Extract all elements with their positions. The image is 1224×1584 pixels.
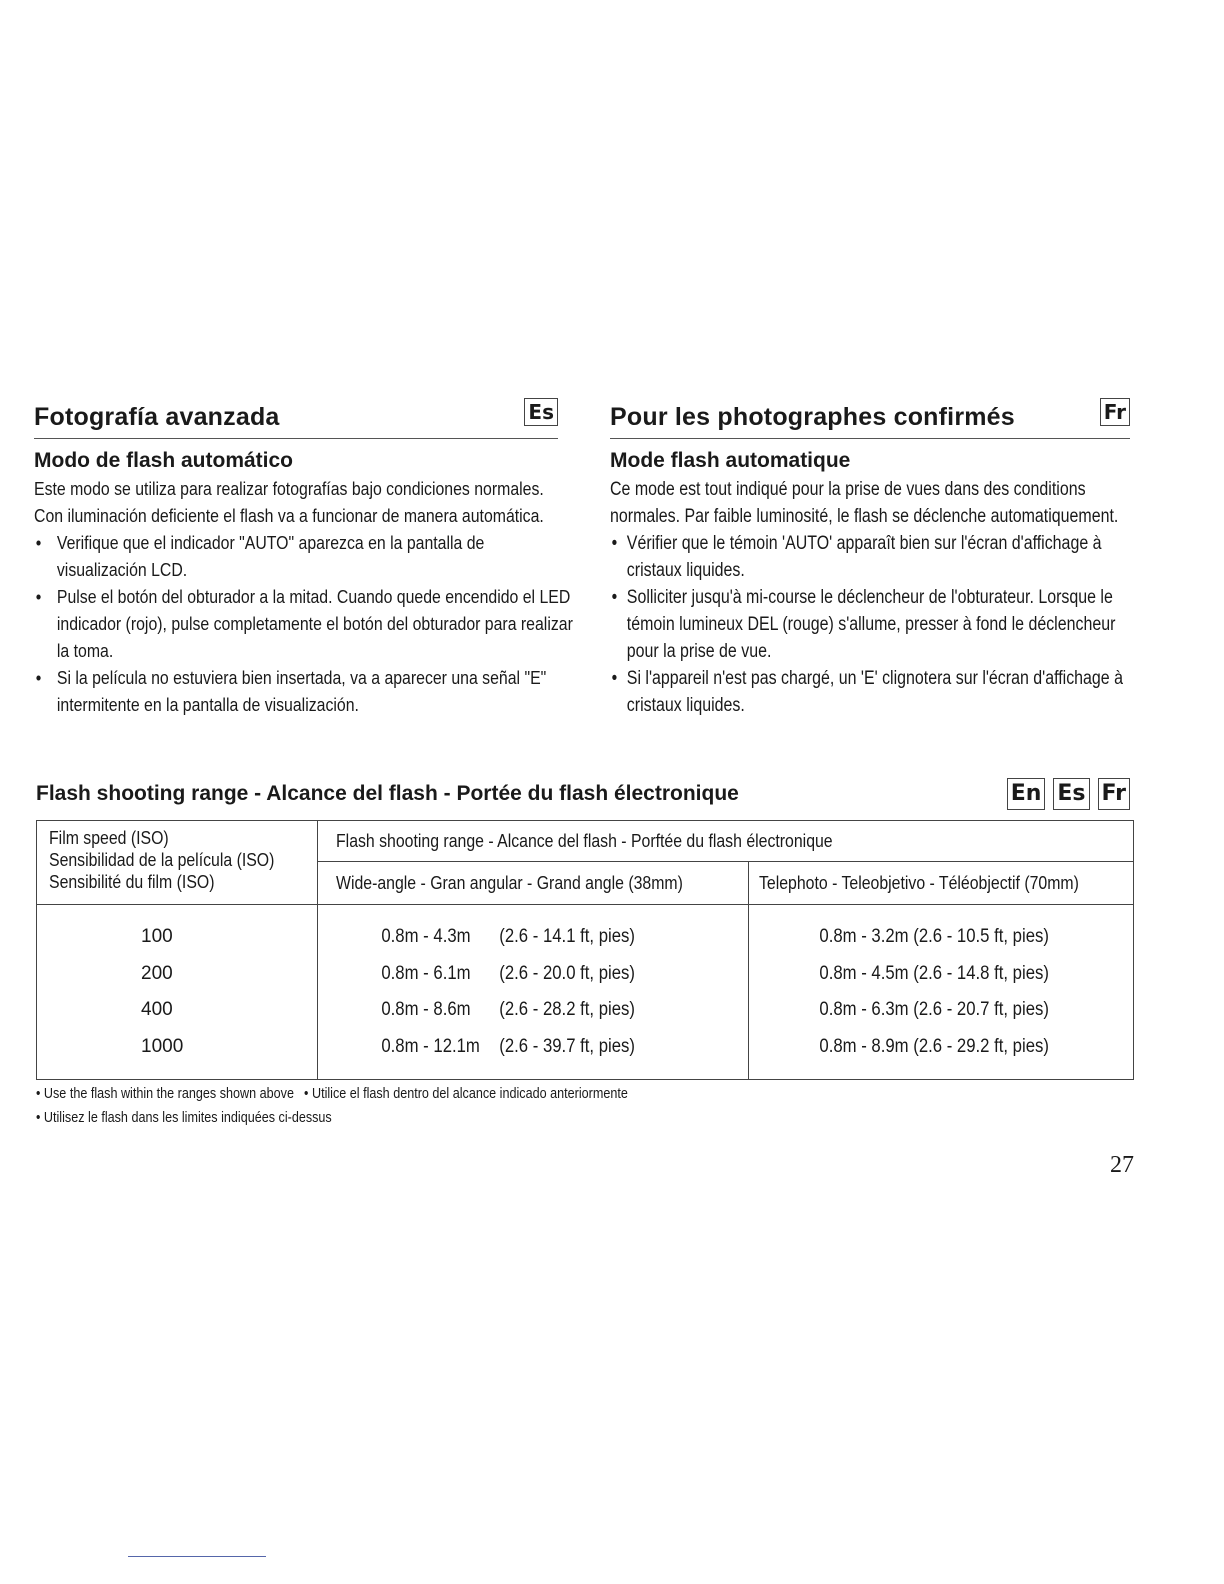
wide-range-meters: 0.8m - 6.1m bbox=[381, 962, 471, 984]
wide-range-meters: 0.8m - 4.3m bbox=[381, 926, 471, 947]
wide-range-feet: (2.6 - 20.0 ft, pies) bbox=[499, 962, 636, 984]
bullet-icon: • bbox=[611, 533, 618, 554]
telephoto-range: 0.8m - 6.3m (2.6 - 20.7 ft, pies) bbox=[819, 999, 1050, 1020]
wide-range-meters: 0.8m - 12.1m bbox=[381, 1035, 481, 1057]
bullet-icon: • bbox=[611, 587, 618, 608]
list-item bbox=[34, 665, 578, 719]
french-intro: Ce mode est tout indiqué pour la prise de vues dans des conditions normales. Par faible luminosité, le flash se déclenche automatiquement. bbox=[610, 479, 1119, 527]
wide-angle-header-text: Wide-angle - Gran angular - Grand angle (38mm) bbox=[336, 872, 684, 893]
wide-angle-range bbox=[318, 956, 697, 993]
telephoto-column bbox=[749, 905, 1134, 1080]
iso-column bbox=[37, 905, 318, 1080]
spanish-intro: Este modo se utiliza para realizar fotografías bajo condiciones normales. Con iluminación deficiente el flash va a funcionar de manera automática. bbox=[34, 479, 544, 526]
bullet-text: Pulse el botón del obturador a la mitad. Cuando quede encendido el LED indicador (rojo), pulse completamente el botón del obturador para realizar la toma. bbox=[56, 587, 573, 661]
telephoto-header bbox=[749, 862, 1134, 905]
note-line-1 bbox=[36, 1082, 628, 1106]
flash-range-header bbox=[36, 778, 1130, 818]
note-en: • Use the flash within the ranges shown above bbox=[36, 1085, 294, 1102]
french-section-header bbox=[610, 390, 1130, 439]
wide-range-feet: (2.6 - 14.1 ft, pies) bbox=[499, 926, 636, 947]
table-header-row bbox=[37, 821, 1134, 862]
flash-range-table bbox=[36, 820, 1134, 1080]
bullet-text: Vérifier que le témoin 'AUTO' apparaît bien sur l'écran d'affichage à cristaux liquides. bbox=[626, 533, 1102, 581]
bullet-icon: • bbox=[35, 533, 42, 553]
iso-value: 1000 bbox=[141, 1035, 184, 1057]
telephoto-header-text: Telephoto - Teleobjetivo - Téléobjectif (70mm) bbox=[759, 872, 1080, 893]
list-item bbox=[610, 584, 1147, 665]
iso-value: 200 bbox=[141, 962, 173, 984]
language-badge-es: Es bbox=[524, 398, 558, 426]
bullet-text: Si l'appareil n'est pas chargé, un 'E' clignotera sur l'écran d'affichage à cristaux liquides. bbox=[626, 668, 1124, 716]
telephoto-range: 0.8m - 4.5m (2.6 - 14.8 ft, pies) bbox=[819, 962, 1050, 984]
spanish-section-title: Fotografía avanzada bbox=[34, 403, 280, 431]
bullet-text: Solliciter jusqu'à mi-course le déclencheur de l'obturateur. Lorsque le témoin lumineux DEL (rouge) s'allume, presser à fond le déclencheur pour la prise de vue. bbox=[626, 587, 1116, 662]
bullet-icon: • bbox=[35, 587, 42, 607]
wide-angle-range bbox=[318, 992, 697, 1029]
list-item bbox=[34, 530, 578, 584]
spanish-bullet-list bbox=[34, 530, 573, 719]
flash-range-title: Flash shooting range - Alcance del flash - Portée du flash électronique bbox=[36, 782, 739, 805]
bullet-icon: • bbox=[611, 668, 618, 689]
spanish-section-header bbox=[34, 390, 558, 439]
iso-value: 100 bbox=[141, 926, 173, 947]
flash-range-header-text: Flash shooting range - Alcance del flash - Porftée du flash électronique bbox=[336, 830, 833, 851]
wide-range-feet: (2.6 - 39.7 ft, pies) bbox=[499, 1035, 636, 1057]
wide-angle-range bbox=[318, 919, 697, 956]
wide-range-feet: (2.6 - 28.2 ft, pies) bbox=[499, 999, 636, 1020]
telephoto-range: 0.8m - 8.9m (2.6 - 29.2 ft, pies) bbox=[819, 1035, 1050, 1057]
bullet-text: Si la película no estuviera bien insertada, va a aparecer una señal "E" intermitente en la pantalla de visualización. bbox=[56, 668, 547, 715]
french-section-title: Pour les photographes confirmés bbox=[610, 403, 1015, 431]
page-number: 27 bbox=[1110, 1152, 1134, 1178]
flash-range-header-cell bbox=[318, 821, 1134, 862]
note-es: • Utilice el flash dentro del alcance indicado anteriormente bbox=[304, 1085, 628, 1102]
wide-angle-column bbox=[318, 905, 749, 1080]
french-subtitle: Mode flash automatique bbox=[610, 449, 851, 472]
spanish-section bbox=[34, 390, 573, 719]
wide-angle-header bbox=[318, 862, 749, 905]
usage-notes bbox=[36, 1082, 628, 1130]
list-item bbox=[610, 665, 1147, 719]
list-item bbox=[34, 584, 578, 665]
bullet-icon: • bbox=[35, 668, 42, 688]
spanish-subtitle: Modo de flash automático bbox=[34, 449, 294, 472]
language-badge-fr: Fr bbox=[1098, 778, 1130, 810]
table-row bbox=[37, 905, 1134, 1080]
wide-range-meters: 0.8m - 8.6m bbox=[381, 999, 471, 1020]
film-speed-header-fr: Sensibilité du film (ISO) bbox=[49, 872, 215, 892]
language-badge-fr: Fr bbox=[1100, 398, 1130, 426]
iso-value: 400 bbox=[141, 999, 173, 1020]
film-speed-header bbox=[37, 821, 318, 905]
wide-angle-range bbox=[318, 1029, 697, 1066]
language-badge-es: Es bbox=[1053, 778, 1089, 810]
telephoto-range: 0.8m - 3.2m (2.6 - 10.5 ft, pies) bbox=[819, 926, 1050, 947]
film-speed-header-es: Sensibilidad de la película (ISO) bbox=[49, 850, 275, 870]
language-badge-en: En bbox=[1007, 778, 1046, 810]
note-fr: • Utilisez le flash dans les limites indiquées ci-dessus bbox=[36, 1109, 332, 1126]
language-badges bbox=[1007, 778, 1130, 810]
french-section bbox=[610, 390, 1130, 719]
bullet-text: Verifique que el indicador "AUTO" aparezca en la pantalla de visualización LCD. bbox=[56, 533, 485, 580]
french-bullet-list bbox=[610, 530, 1130, 719]
footer-divider bbox=[128, 1556, 266, 1557]
film-speed-header-en: Film speed (ISO) bbox=[49, 828, 169, 848]
list-item bbox=[610, 530, 1147, 584]
